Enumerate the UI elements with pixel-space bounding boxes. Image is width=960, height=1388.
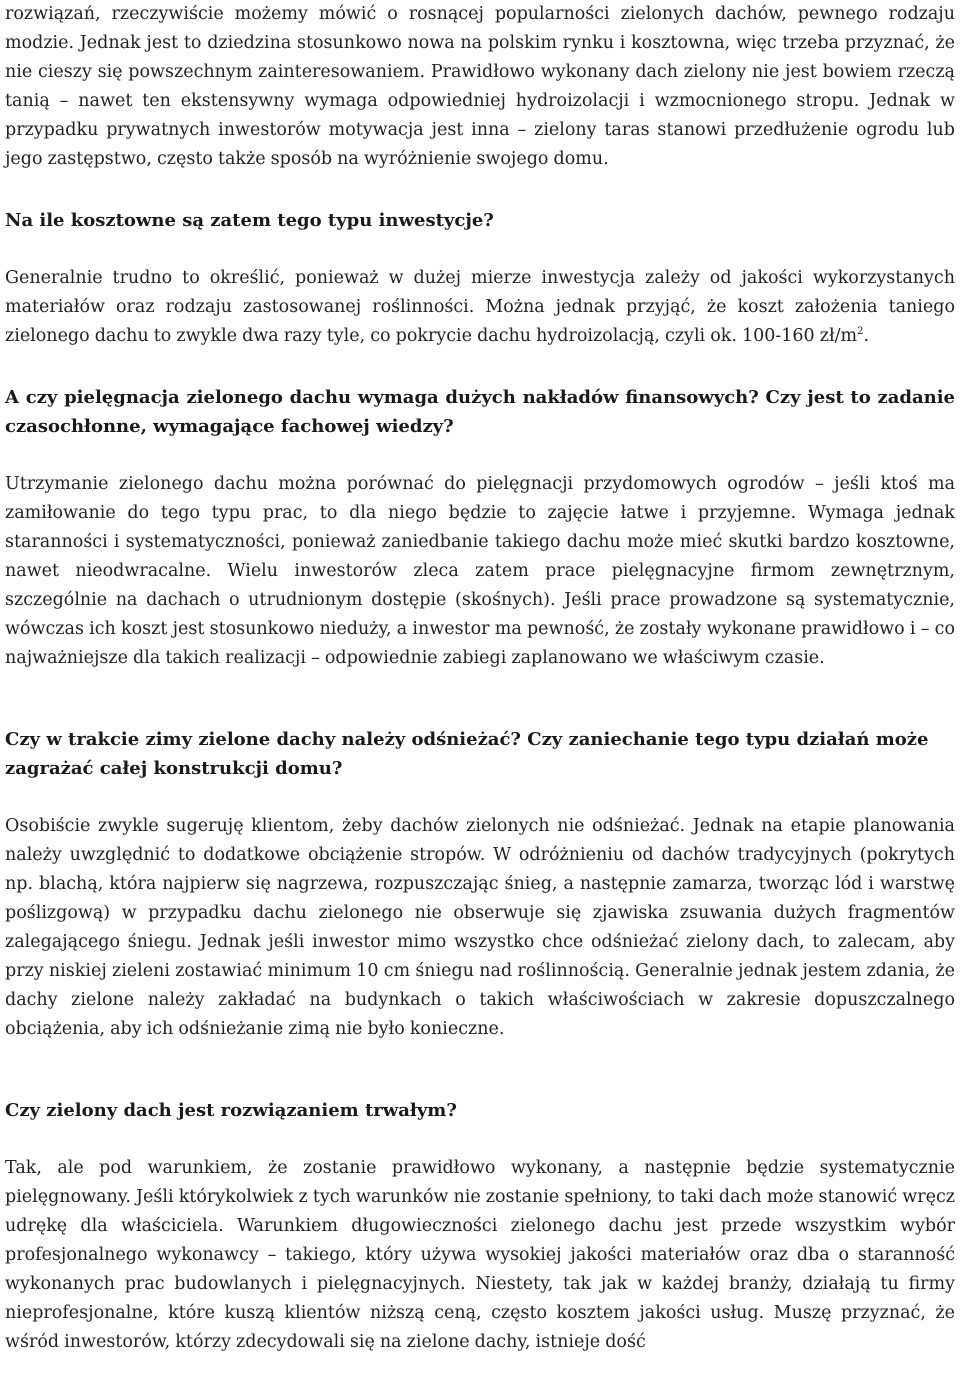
section-heading-winter: Czy w trakcie zimy zielone dachy należy odśnieżać? Czy zaniechanie tego typu działań może zagrażać całej konstrukcji domu? (5, 729, 929, 779)
section-heading-maintenance: A czy pielęgnacja zielonego dachu wymaga dużych nakładów finansowych? Czy jest to zadanie czasochłonne, wymagające fachowej wiedzy? (5, 387, 955, 437)
answer-end: . (863, 326, 870, 346)
answer-text: Generalnie trudno to określić, ponieważ w dużej mierze inwestycja zależy od jakości wykorzystanych materiałów oraz rodzaju zastosowanej roślinności. Można jednak przyjąć, że koszt założenia taniego zielonego dachu to zwykle dwa razy tyle, co pokrycie dachu hydroizolacją, czyli ok. 100-160 zł/m (5, 268, 955, 346)
section-paragraph-maintenance: Utrzymanie zielonego dachu można porównać do pielęgnacji przydomowych ogrodów – jeśli ktoś ma zamiłowanie do tego typu prac, to dla niego będzie to zajęcie łatwe i przyjemne. Wymaga jednak staranności i systematyczności, ponieważ zaniedbanie takiego dachu może mieć skutki bardzo kosztowne, nawet nieodwracalne. Wielu inwestorów zleca zatem prace pielęgnacyjne firmom zewnętrznym, szczególnie na dachach o utrudnionym dostępie (skośnych). Jeśli prace prowadzone są systematycznie, wówczas ich koszt jest stosunkowo nieduży, a inwestor ma pewność, że zostały wykonane prawidłowo i – co najważniejsze dla takich realizacji – odpowiednie zabiegi zaplanowano we właściwym czasie. (5, 474, 955, 668)
section-heading-durability: Czy zielony dach jest rozwiązaniem trwałym? (5, 1100, 457, 1121)
superscript-unit: 2 (857, 326, 864, 338)
spacer (5, 1125, 955, 1154)
spacer (5, 1044, 955, 1096)
spacer (5, 783, 955, 812)
spacer (5, 235, 955, 264)
article-body (5, 0, 955, 1357)
spacer (5, 673, 955, 725)
spacer (5, 441, 955, 470)
section-heading-cost: Na ile kosztowne są zatem tego typu inwestycje? (5, 210, 494, 231)
spacer (5, 174, 955, 206)
section-paragraph-winter: Osobiście zwykle sugeruję klientom, żeby dachów zielonych nie odśnieżać. Jednak na etapie planowania należy uwzględnić to dodatkowe obciążenie stropów. W odróżnieniu od dachów tradycyjnych (pokrytych np. blachą, która najpierw się nagrzewa, rozpuszczając śnieg, a następnie zamarza, tworząc lód i warstwę poślizgową) w przypadku dachu zielonego nie obserwuje się zjawiska zsuwania dużych fragmentów zalegającego śniegu. Jednak jeśli inwestor mimo wszystko chce odśnieżać zielony dach, to zalecam, aby przy niskiej zieleni zostawiać minimum 10 cm śniegu nad roślinnością. Generalnie jednak jestem zdania, że dachy zielone należy zakładać na budynkach o takich właściwościach w zakresie dopuszczalnego obciążenia, aby ich odśnieżanie zimą nie było konieczne. (5, 816, 955, 1039)
section-paragraph-durability: Tak, ale pod warunkiem, że zostanie prawidłowo wykonany, a następnie będzie systematycznie pielęgnowany. Jeśli którykolwiek z tych warunków nie zostanie spełniony, to taki dach może stanowić wręcz udrękę dla właściciela. Warunkiem długowieczności zielonego dachu jest przede wszystkim wybór profesjonalnego wykonawcy – takiego, który używa wysokiej jakości materiałów oraz dba o staranność wykonanych prac budowlanych i pielęgnacyjnych. Niestety, tak jak w każdej branży, działają tu firmy nieprofesjonalne, które kuszą klientów niższą ceną, często kosztem jakości usług. Muszę przyznać, że wśród inwestorów, którzy zdecydowali się na zielone dachy, istnieje dość (5, 1158, 955, 1352)
spacer (5, 351, 955, 383)
section-paragraph-cost (5, 264, 955, 351)
intro-paragraph: rozwiązań, rzeczywiście możemy mówić o rosnącej popularności zielonych dachów, pewnego rodzaju modzie. Jednak jest to dziedzina stosunkowo nowa na polskim rynku i kosztowna, więc trzeba przyznać, że nie cieszy się powszechnym zainteresowaniem. Prawidłowo wykonany dach zielony nie jest bowiem rzeczą tanią – nawet ten ekstensywny wymaga odpowiedniej hydroizolacji i wzmocnionego stropu. Jednak w przypadku prywatnych inwestorów motywacja jest inna – zielony taras stanowi przedłużenie ogrodu lub jego zastępstwo, często także sposób na wyróżnienie swojego domu. (5, 4, 955, 169)
